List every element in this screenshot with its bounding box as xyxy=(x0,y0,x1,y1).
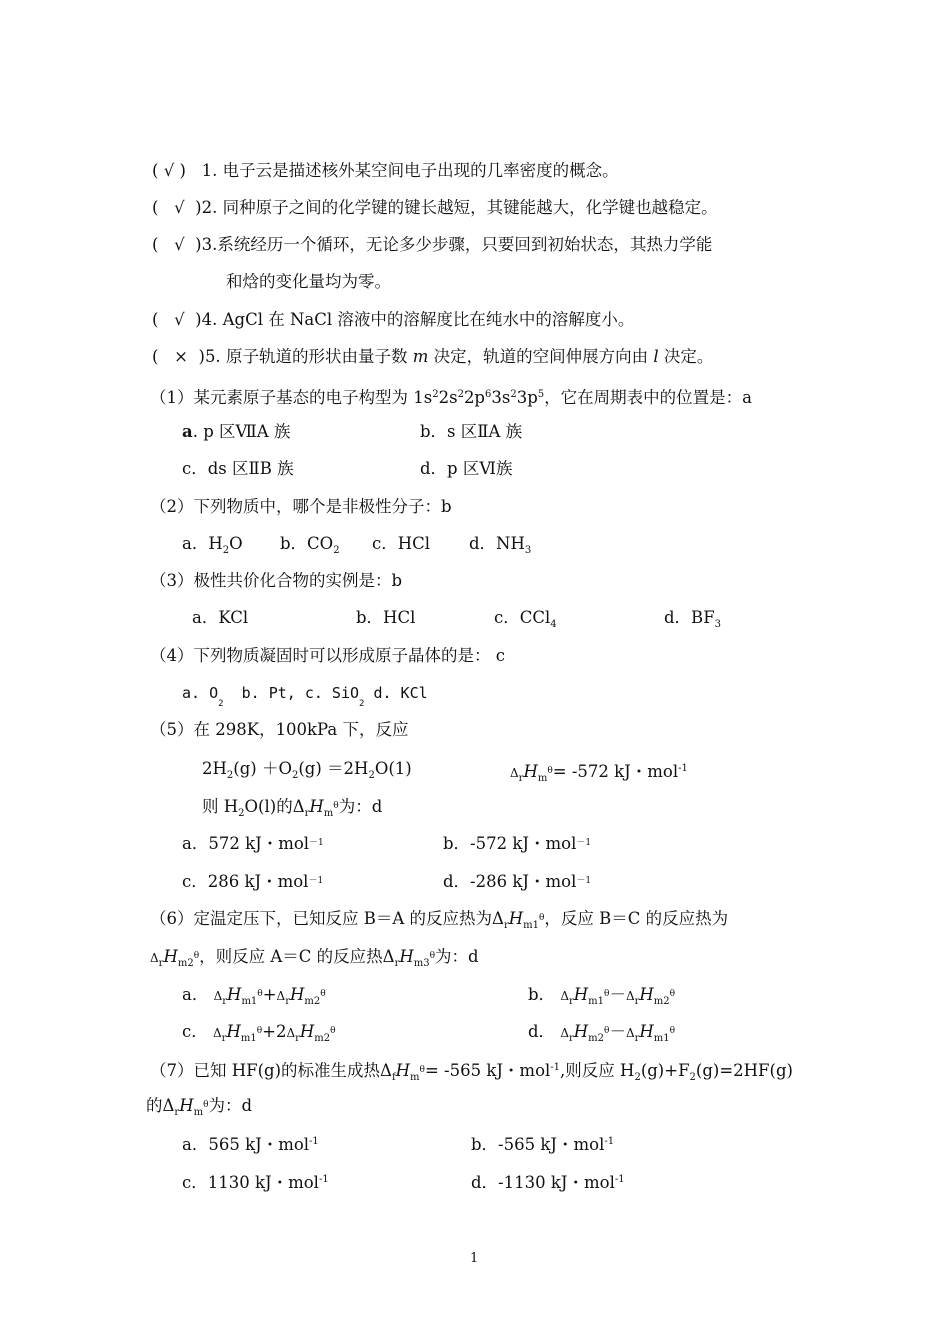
q2-stem: （2）下列物质中，哪个是非极性分子：b xyxy=(150,497,452,516)
q6-option-a: a． $\Delta_rH_{m1}^\theta+\Delta_rH_{m2}^\theta$ xyxy=(182,985,326,1007)
q6-option-c: c． $\Delta_rH_{m1}^\theta+2\Delta_rH_{m2}^\theta$ xyxy=(182,1022,336,1044)
q7-stem-line1: （7）已知 HF(g)的标准生成热$\Delta_fH_m^\theta= -565$ kJ・mol$^{-1}$,则反应 $H_2(g)+F_2(g)=2HF(g)$ xyxy=(150,1061,793,1083)
q6-stem-line1: （6）定温定压下，已知反应 B＝A 的反应热为$\Delta_rH_{m1}^\theta$，反应 B＝C 的反应热为 xyxy=(150,909,729,931)
q3-option-a: a．KCl xyxy=(192,608,249,627)
q3-option-b: b．HCl xyxy=(356,608,416,627)
q4-options: a. $O_2$ b. Pt, c. SiO$_2$ d. KCl xyxy=(182,684,428,709)
q3-option-c: c．CCl$_4$ xyxy=(494,608,557,630)
q2-option-a: a．$H_2O$ xyxy=(182,534,243,556)
q5-question: 则 $H_2O(l)$的$\Delta_rH_m^\theta$为：d xyxy=(202,797,383,819)
q7-option-a: a．565 kJ・mol$^{-1}$ xyxy=(182,1135,319,1154)
q2-option-d: d．$NH_3$ xyxy=(469,534,532,556)
q5-enthalpy: $\Delta_rH_m^\theta= -572$ kJ・mol$^{-1}$ xyxy=(510,762,688,784)
q1-option-c: c．ds 区ⅡB 族 xyxy=(182,459,294,478)
q7-option-d: d．-1130 kJ・mol$^{-1}$ xyxy=(471,1173,625,1192)
q5-stem: （5）在 298K，100kPa 下，反应 xyxy=(150,720,409,739)
q1-option-b: b．s 区ⅡA 族 xyxy=(420,422,523,441)
tf-item-5: ( × )5. 原子轨道的形状由量子数 m 决定，轨道的空间伸展方向由 l 决定。 xyxy=(152,347,714,366)
q5-reaction: $2H_2(g) +O_2(g) =2H_2O(1)$ xyxy=(202,759,412,781)
tf-item-3: ( √ )3.系统经历一个循环，无论多少步骤，只要回到初始状态，其热力学能 xyxy=(152,235,713,254)
q3-stem: （3）极性共价化合物的实例是：b xyxy=(150,571,403,590)
tf-item-2: ( √ )2. 同种原子之间的化学键的键长越短，其键能越大，化学键也越稳定。 xyxy=(152,198,718,217)
q1-option-d: d．p 区Ⅵ族 xyxy=(420,459,513,478)
q6-stem-line2: $\Delta_rH_{m2}^\theta$，则反应 A＝C 的反应热$\Delta_rH_{m3}^\theta$为：d xyxy=(150,947,479,969)
q1-stem: （1）某元素原子基态的电子构型为 $1s^22s^22p^63s^23p^5$，它在周期表中的位置是：a xyxy=(150,388,752,407)
q5-option-a: a．572 kJ・mol$^{-1}$ xyxy=(182,834,324,853)
q6-option-d: d． $\Delta_rH_{m2}^\theta-\Delta_rH_{m1}^\theta$ xyxy=(528,1022,676,1044)
q3-option-d: d．$BF_3$ xyxy=(664,608,722,630)
tf-item-3-cont: 和焓的变化量均为零。 xyxy=(226,272,391,291)
q2-option-c: c．HCl xyxy=(372,534,431,553)
q7-option-b: b．-565 kJ・mol$^{-1}$ xyxy=(471,1135,615,1154)
q4-stem: （4）下列物质凝固时可以形成原子晶体的是： c xyxy=(150,646,505,665)
q5-option-d: d．-286 kJ・mol$^{-1}$ xyxy=(443,872,592,891)
q1-option-a: a. p 区ⅦA 族 xyxy=(182,422,291,441)
tf-item-4: ( √ )4. AgCl 在 NaCl 溶液中的溶解度比在纯水中的溶解度小。 xyxy=(152,310,635,329)
q7-stem-line2: 的$\Delta_rH_m^\theta$为：d xyxy=(146,1096,253,1118)
q7-option-c: c．1130 kJ・mol$^{-1}$ xyxy=(182,1173,329,1192)
q5-option-b: b．-572 kJ・mol$^{-1}$ xyxy=(443,834,592,853)
q5-option-c: c．286 kJ・mol$^{-1}$ xyxy=(182,872,324,891)
q6-option-b: b． $\Delta_rH_{m1}^\theta-\Delta_rH_{m2}^\theta$ xyxy=(528,985,676,1007)
page-number: 1 xyxy=(470,1251,479,1266)
q2-option-b: b．$CO_2$ xyxy=(280,534,340,556)
tf-item-1: ( √ ) 1. 电子云是描述核外某空间电子出现的几率密度的概念。 xyxy=(152,161,619,180)
